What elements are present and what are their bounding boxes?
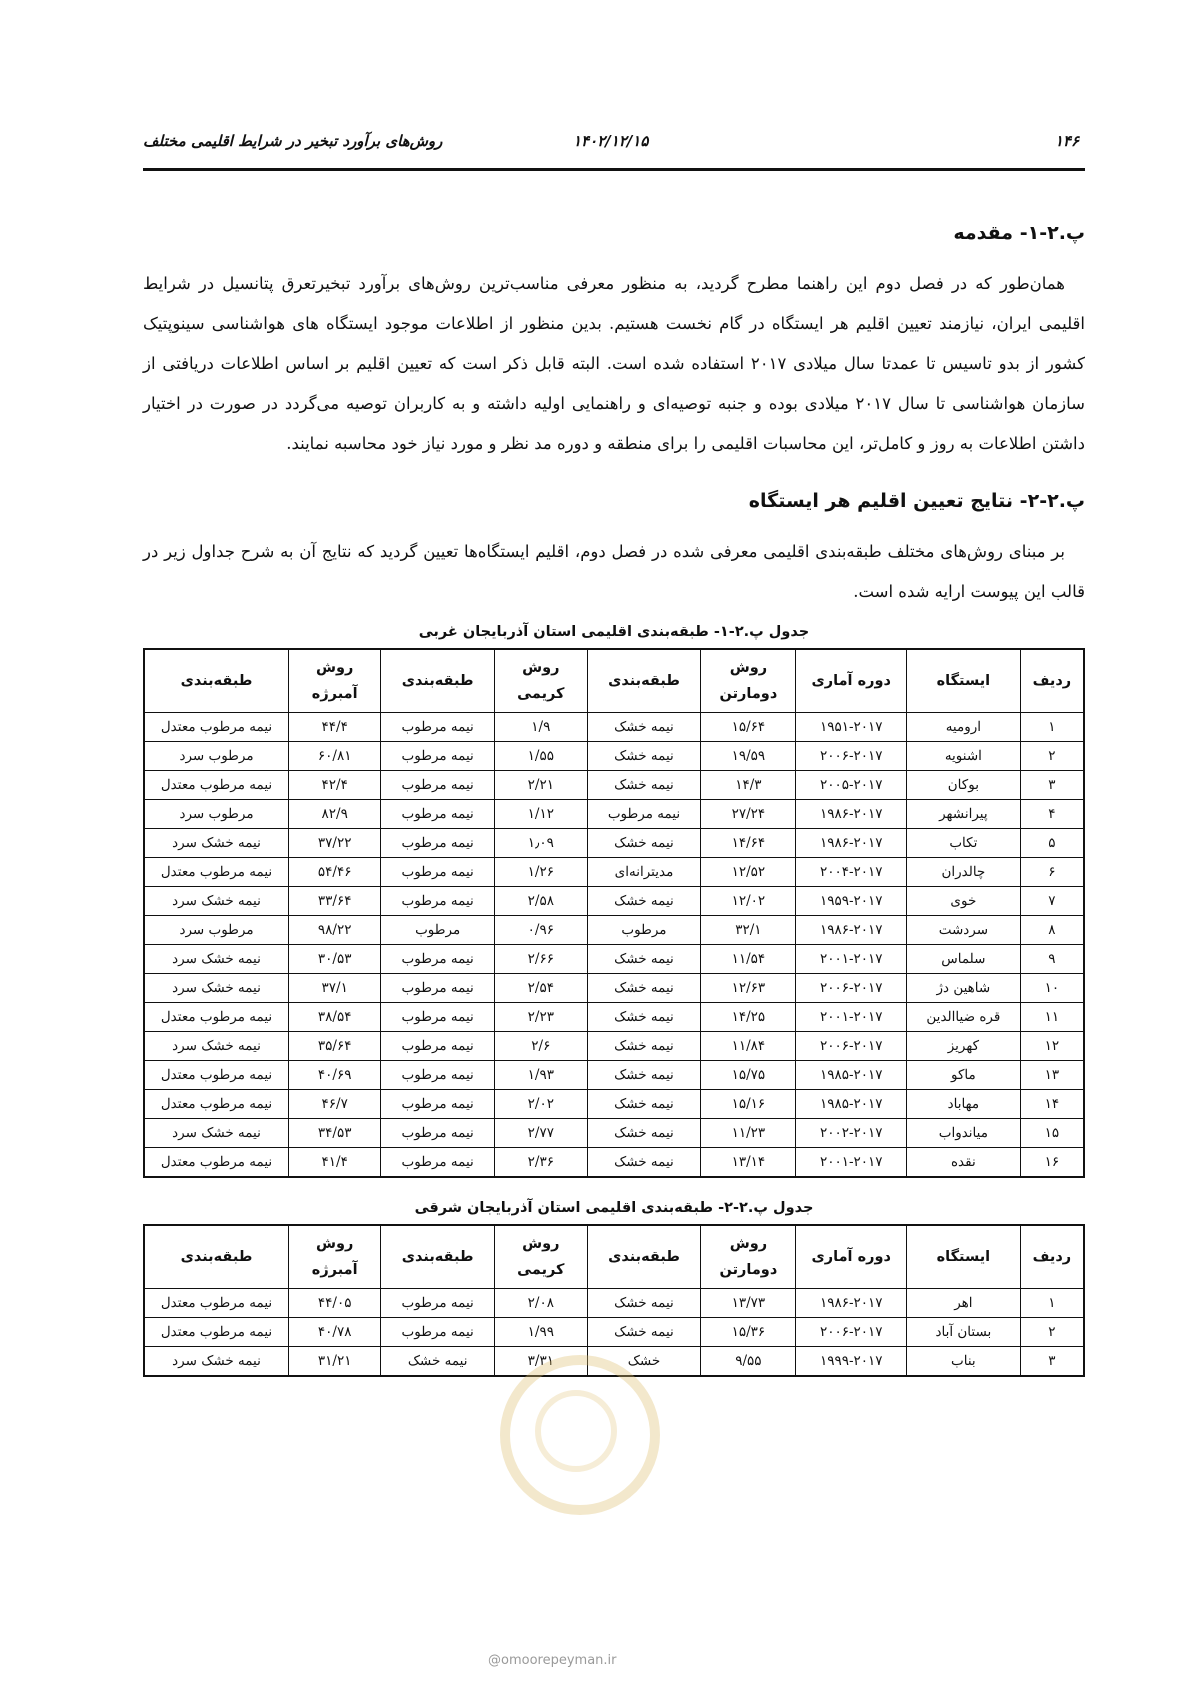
cell-class-emberger: نیمه مرطوب معتدل [144, 771, 289, 800]
cell-emberger: ۳۱/۲۱ [289, 1347, 381, 1377]
table-row [144, 974, 1084, 1003]
cell-radif: ۱۶ [1020, 1148, 1084, 1178]
cell-class-demartonne: نیمه خشک [587, 742, 701, 771]
cell-station: خوی [906, 887, 1020, 916]
cell-class-demartonne: مرطوب [587, 916, 701, 945]
cell-class-demartonne: نیمه خشک [587, 1090, 701, 1119]
section-heading-results: پ.۲-۲- نتایج تعیین اقلیم هر ایستگاه [748, 490, 1085, 512]
table-row [144, 887, 1084, 916]
cell-radif: ۲ [1020, 1318, 1084, 1347]
cell-class-karimi: نیمه مرطوب [381, 858, 495, 887]
cell-demartonne: ۱۲/۶۳ [701, 974, 796, 1003]
cell-radif: ۱۳ [1020, 1061, 1084, 1090]
cell-class-emberger: نیمه خشک سرد [144, 829, 289, 858]
col-header-classification: طبقه‌بندی [381, 1225, 495, 1289]
table1-body [144, 713, 1084, 1178]
cell-station: ماکو [906, 1061, 1020, 1090]
cell-demartonne: ۱۹/۵۹ [701, 742, 796, 771]
cell-demartonne: ۱۱/۲۳ [701, 1119, 796, 1148]
cell-demartonne: ۱۳/۱۴ [701, 1148, 796, 1178]
table-row [144, 713, 1084, 742]
cell-class-karimi: نیمه مرطوب [381, 1061, 495, 1090]
cell-class-karimi: نیمه مرطوب [381, 1032, 495, 1061]
table-row [144, 945, 1084, 974]
cell-radif: ۱ [1020, 713, 1084, 742]
col-header-radif: ردیف [1020, 649, 1084, 713]
section-heading-intro: پ.۲-۱- مقدمه [953, 222, 1085, 244]
cell-class-emberger: نیمه خشک سرد [144, 1347, 289, 1377]
cell-class-demartonne: نیمه خشک [587, 887, 701, 916]
intro-paragraph: همان‌طور که در فصل دوم این راهنما مطرح گردید، به منظور معرفی مناسب‌ترین روش‌های برآورد تبخیرتعرق پتانسیل در شرایط اقلیمی ایران، نیازمند تعیین اقلیم هر ایستگاه در گام نخست هستیم. بدین منظور از اطلاعات موجود ایستگاه های هواشناسی سینوپتیک کشور از بدو تاسیس تا عمدتا سال میلادی ۲۰۱۷ استفاده شده است. البته قابل ذکر است که تعیین اقلیم بر اساس اطلاعات دریافتی از سازمان هواشناسی تا سال ۲۰۱۷ میلادی بوده و جنبه توصیه‌ای و راهنمایی اولیه داشته و به کاربران توصیه می‌گردد در صورت در اختیار داشتن اطلاعات به روز و کامل‌تر، این محاسبات اقلیمی را برای منطقه و دوره مد نظر و مورد نیاز خود محاسبه نمایند. [143, 274, 1085, 453]
cell-station: بوکان [906, 771, 1020, 800]
cell-demartonne: ۱۵/۳۶ [701, 1318, 796, 1347]
cell-karimi: ۱٫۰۹ [495, 829, 588, 858]
cell-emberger: ۴۶/۷ [289, 1090, 381, 1119]
watermark-seal [500, 1355, 660, 1515]
cell-station: ارومیه [906, 713, 1020, 742]
cell-period: ۱۹۸۶-۲۰۱۷ [796, 1289, 906, 1318]
cell-station: پیرانشهر [906, 800, 1020, 829]
cell-radif: ۹ [1020, 945, 1084, 974]
cell-period: ۲۰۰۵-۲۰۱۷ [796, 771, 906, 800]
cell-class-emberger: نیمه مرطوب معتدل [144, 1003, 289, 1032]
table-row [144, 1090, 1084, 1119]
col-header-demartonne: روش دومارتن [701, 649, 796, 713]
cell-emberger: ۹۸/۲۲ [289, 916, 381, 945]
table-header-row [144, 1225, 1084, 1289]
cell-period: ۲۰۰۱-۲۰۱۷ [796, 1148, 906, 1178]
col-header-classification: طبقه‌بندی [381, 649, 495, 713]
cell-emberger: ۴۱/۴ [289, 1148, 381, 1178]
table2-body [144, 1289, 1084, 1377]
table-row [144, 771, 1084, 800]
cell-demartonne: ۱۵/۶۴ [701, 713, 796, 742]
cell-class-demartonne: نیمه خشک [587, 1289, 701, 1318]
cell-class-demartonne: نیمه خشک [587, 1318, 701, 1347]
header-title: روش‌های برآورد تبخیر در شرایط اقلیمی مختلف [143, 132, 443, 150]
table-row [144, 1003, 1084, 1032]
cell-class-demartonne: نیمه خشک [587, 1061, 701, 1090]
cell-period: ۱۹۸۶-۲۰۱۷ [796, 829, 906, 858]
cell-class-demartonne: نیمه خشک [587, 974, 701, 1003]
table-east-azerbaijan [143, 1224, 1085, 1377]
cell-radif: ۸ [1020, 916, 1084, 945]
table1-caption: جدول پ.۲-۱- طبقه‌بندی اقلیمی استان آذربایجان غربی [418, 624, 810, 640]
cell-demartonne: ۳۲/۱ [701, 916, 796, 945]
cell-period: ۱۹۸۵-۲۰۱۷ [796, 1061, 906, 1090]
cell-class-karimi: نیمه مرطوب [381, 829, 495, 858]
col-header-period: دوره آماری [796, 1225, 906, 1289]
cell-karimi: ۱/۵۵ [495, 742, 588, 771]
cell-karimi: ۲/۶۶ [495, 945, 588, 974]
cell-class-karimi: نیمه مرطوب [381, 1003, 495, 1032]
cell-karimi: ۲/۶ [495, 1032, 588, 1061]
cell-karimi: ۱/۲۶ [495, 858, 588, 887]
cell-demartonne: ۱۱/۵۴ [701, 945, 796, 974]
cell-class-karimi: مرطوب [381, 916, 495, 945]
cell-class-emberger: نیمه مرطوب معتدل [144, 1318, 289, 1347]
cell-class-emberger: نیمه مرطوب معتدل [144, 1148, 289, 1178]
cell-karimi: ۲/۳۶ [495, 1148, 588, 1178]
cell-demartonne: ۱۵/۱۶ [701, 1090, 796, 1119]
cell-period: ۲۰۰۶-۲۰۱۷ [796, 1032, 906, 1061]
cell-period: ۱۹۵۱-۲۰۱۷ [796, 713, 906, 742]
cell-class-karimi: نیمه مرطوب [381, 1318, 495, 1347]
cell-emberger: ۵۴/۴۶ [289, 858, 381, 887]
cell-radif: ۱۰ [1020, 974, 1084, 1003]
cell-karimi: ۲/۰۸ [495, 1289, 588, 1318]
cell-karimi: ۲/۵۸ [495, 887, 588, 916]
cell-class-karimi: نیمه مرطوب [381, 742, 495, 771]
col-header-demartonne: روش دومارتن [701, 1225, 796, 1289]
cell-class-demartonne: خشک [587, 1347, 701, 1377]
cell-period: ۱۹۹۹-۲۰۱۷ [796, 1347, 906, 1377]
cell-radif: ۶ [1020, 858, 1084, 887]
cell-class-demartonne: نیمه خشک [587, 1148, 701, 1178]
col-header-station: ایستگاه [906, 649, 1020, 713]
cell-period: ۱۹۵۹-۲۰۱۷ [796, 887, 906, 916]
cell-emberger: ۴۲/۴ [289, 771, 381, 800]
cell-class-emberger: نیمه خشک سرد [144, 1032, 289, 1061]
cell-karimi: ۰/۹۶ [495, 916, 588, 945]
col-header-period: دوره آماری [796, 649, 906, 713]
cell-class-demartonne: نیمه خشک [587, 945, 701, 974]
col-header-emberger: روش آمبرژه [289, 649, 381, 713]
cell-station: اشنویه [906, 742, 1020, 771]
cell-karimi: ۱/۱۲ [495, 800, 588, 829]
col-header-station: ایستگاه [906, 1225, 1020, 1289]
cell-radif: ۱۱ [1020, 1003, 1084, 1032]
table-row [144, 1032, 1084, 1061]
page-number: ۱۴۶ [1054, 132, 1079, 150]
cell-class-emberger: نیمه خشک سرد [144, 887, 289, 916]
cell-class-karimi: نیمه مرطوب [381, 1289, 495, 1318]
col-header-emberger: روش آمبرژه [289, 1225, 381, 1289]
cell-demartonne: ۱۱/۸۴ [701, 1032, 796, 1061]
cell-radif: ۱۵ [1020, 1119, 1084, 1148]
cell-emberger: ۳۴/۵۳ [289, 1119, 381, 1148]
cell-emberger: ۴۴/۴ [289, 713, 381, 742]
cell-karimi: ۲/۵۴ [495, 974, 588, 1003]
cell-emberger: ۴۴/۰۵ [289, 1289, 381, 1318]
cell-period: ۲۰۰۱-۲۰۱۷ [796, 945, 906, 974]
cell-class-karimi: نیمه مرطوب [381, 1148, 495, 1178]
table2-caption: جدول پ.۲-۲- طبقه‌بندی اقلیمی استان آذربایجان شرقی [414, 1200, 814, 1216]
cell-station: اهر [906, 1289, 1020, 1318]
cell-class-emberger: نیمه خشک سرد [144, 974, 289, 1003]
col-header-classification: طبقه‌بندی [144, 649, 289, 713]
cell-station: تکاب [906, 829, 1020, 858]
cell-class-emberger: نیمه خشک سرد [144, 945, 289, 974]
cell-class-demartonne: نیمه خشک [587, 829, 701, 858]
table-west-azerbaijan [143, 648, 1085, 1178]
table-row [144, 858, 1084, 887]
cell-karimi: ۳/۳۱ [495, 1347, 588, 1377]
cell-station: کهریز [906, 1032, 1020, 1061]
cell-emberger: ۳۰/۵۳ [289, 945, 381, 974]
col-header-classification: طبقه‌بندی [587, 649, 701, 713]
col-header-radif: ردیف [1020, 1225, 1084, 1289]
cell-emberger: ۶۰/۸۱ [289, 742, 381, 771]
cell-station: سردشت [906, 916, 1020, 945]
cell-class-emberger: مرطوب سرد [144, 916, 289, 945]
cell-demartonne: ۱۲/۵۲ [701, 858, 796, 887]
cell-class-demartonne: نیمه خشک [587, 713, 701, 742]
cell-radif: ۴ [1020, 800, 1084, 829]
table-row [144, 1119, 1084, 1148]
cell-demartonne: ۲۷/۲۴ [701, 800, 796, 829]
cell-class-demartonne: نیمه خشک [587, 1119, 701, 1148]
cell-period: ۲۰۰۱-۲۰۱۷ [796, 1003, 906, 1032]
cell-station: نقده [906, 1148, 1020, 1178]
cell-class-emberger: نیمه مرطوب معتدل [144, 1090, 289, 1119]
cell-class-demartonne: نیمه خشک [587, 1003, 701, 1032]
cell-class-karimi: نیمه مرطوب [381, 713, 495, 742]
cell-demartonne: ۹/۵۵ [701, 1347, 796, 1377]
cell-class-emberger: نیمه مرطوب معتدل [144, 1289, 289, 1318]
cell-radif: ۱ [1020, 1289, 1084, 1318]
cell-emberger: ۳۵/۶۴ [289, 1032, 381, 1061]
page-content [143, 200, 1085, 1377]
cell-station: شاهین دژ [906, 974, 1020, 1003]
cell-emberger: ۴۰/۶۹ [289, 1061, 381, 1090]
table-row [144, 1061, 1084, 1090]
cell-karimi: ۲/۲۳ [495, 1003, 588, 1032]
table-row [144, 1289, 1084, 1318]
cell-period: ۲۰۰۶-۲۰۱۷ [796, 974, 906, 1003]
cell-class-karimi: نیمه مرطوب [381, 945, 495, 974]
cell-emberger: ۸۲/۹ [289, 800, 381, 829]
cell-karimi: ۲/۲۱ [495, 771, 588, 800]
table-row [144, 742, 1084, 771]
cell-class-karimi: نیمه خشک [381, 1347, 495, 1377]
table-row [144, 829, 1084, 858]
cell-period: ۲۰۰۲-۲۰۱۷ [796, 1119, 906, 1148]
cell-class-karimi: نیمه مرطوب [381, 1090, 495, 1119]
cell-radif: ۲ [1020, 742, 1084, 771]
cell-karimi: ۱/۹۹ [495, 1318, 588, 1347]
cell-period: ۲۰۰۴-۲۰۱۷ [796, 858, 906, 887]
cell-station: بناب [906, 1347, 1020, 1377]
cell-emberger: ۳۸/۵۴ [289, 1003, 381, 1032]
cell-class-karimi: نیمه مرطوب [381, 974, 495, 1003]
cell-station: قره ضیاالدین [906, 1003, 1020, 1032]
cell-station: چالدران [906, 858, 1020, 887]
cell-class-demartonne: نیمه خشک [587, 771, 701, 800]
page-header [143, 118, 1085, 171]
cell-class-demartonne: مدیترانه‌ای [587, 858, 701, 887]
cell-class-emberger: نیمه مرطوب معتدل [144, 858, 289, 887]
cell-karimi: ۱/۹۳ [495, 1061, 588, 1090]
cell-station: بستان آباد [906, 1318, 1020, 1347]
table-row [144, 1148, 1084, 1178]
cell-demartonne: ۱۴/۲۵ [701, 1003, 796, 1032]
cell-station: میاندواب [906, 1119, 1020, 1148]
cell-station: مهاباد [906, 1090, 1020, 1119]
cell-demartonne: ۱۲/۰۲ [701, 887, 796, 916]
cell-karimi: ۲/۰۲ [495, 1090, 588, 1119]
table-row [144, 800, 1084, 829]
cell-class-emberger: نیمه خشک سرد [144, 1119, 289, 1148]
col-header-classification: طبقه‌بندی [587, 1225, 701, 1289]
cell-class-karimi: نیمه مرطوب [381, 1119, 495, 1148]
cell-emberger: ۳۷/۱ [289, 974, 381, 1003]
footer-website: @omoorepeyman.ir [488, 1653, 617, 1668]
cell-demartonne: ۱۴/۶۴ [701, 829, 796, 858]
table-header-row [144, 649, 1084, 713]
cell-class-karimi: نیمه مرطوب [381, 800, 495, 829]
cell-emberger: ۴۰/۷۸ [289, 1318, 381, 1347]
col-header-karimi: روش کریمی [495, 1225, 588, 1289]
cell-demartonne: ۱۵/۷۵ [701, 1061, 796, 1090]
cell-class-demartonne: نیمه خشک [587, 1032, 701, 1061]
cell-period: ۲۰۰۶-۲۰۱۷ [796, 742, 906, 771]
col-header-karimi: روش کریمی [495, 649, 588, 713]
cell-karimi: ۱/۹ [495, 713, 588, 742]
cell-class-emberger: نیمه مرطوب معتدل [144, 1061, 289, 1090]
cell-radif: ۵ [1020, 829, 1084, 858]
col-header-classification: طبقه‌بندی [144, 1225, 289, 1289]
cell-demartonne: ۱۳/۷۳ [701, 1289, 796, 1318]
cell-class-demartonne: نیمه مرطوب [587, 800, 701, 829]
cell-radif: ۷ [1020, 887, 1084, 916]
cell-karimi: ۲/۷۷ [495, 1119, 588, 1148]
cell-class-emberger: مرطوب سرد [144, 800, 289, 829]
cell-radif: ۳ [1020, 1347, 1084, 1377]
table-row [144, 916, 1084, 945]
cell-radif: ۳ [1020, 771, 1084, 800]
cell-radif: ۱۴ [1020, 1090, 1084, 1119]
cell-class-karimi: نیمه مرطوب [381, 771, 495, 800]
cell-period: ۱۹۸۶-۲۰۱۷ [796, 800, 906, 829]
table-row [144, 1347, 1084, 1377]
cell-period: ۱۹۸۵-۲۰۱۷ [796, 1090, 906, 1119]
header-date: ۱۴۰۲/۱۲/۱۵ [573, 132, 649, 150]
cell-demartonne: ۱۴/۳ [701, 771, 796, 800]
cell-class-karimi: نیمه مرطوب [381, 887, 495, 916]
cell-emberger: ۳۳/۶۴ [289, 887, 381, 916]
table-row [144, 1318, 1084, 1347]
cell-radif: ۱۲ [1020, 1032, 1084, 1061]
cell-class-emberger: مرطوب سرد [144, 742, 289, 771]
cell-period: ۲۰۰۶-۲۰۱۷ [796, 1318, 906, 1347]
cell-period: ۱۹۸۶-۲۰۱۷ [796, 916, 906, 945]
cell-station: سلماس [906, 945, 1020, 974]
cell-emberger: ۳۷/۲۲ [289, 829, 381, 858]
cell-class-emberger: نیمه مرطوب معتدل [144, 713, 289, 742]
results-paragraph: بر مبنای روش‌های مختلف طبقه‌بندی اقلیمی معرفی شده در فصل دوم، اقلیم ایستگاه‌ها تعیین گردید که نتایج آن به شرح جداول زیر در قالب این پیوست ارایه شده است. [143, 542, 1085, 601]
